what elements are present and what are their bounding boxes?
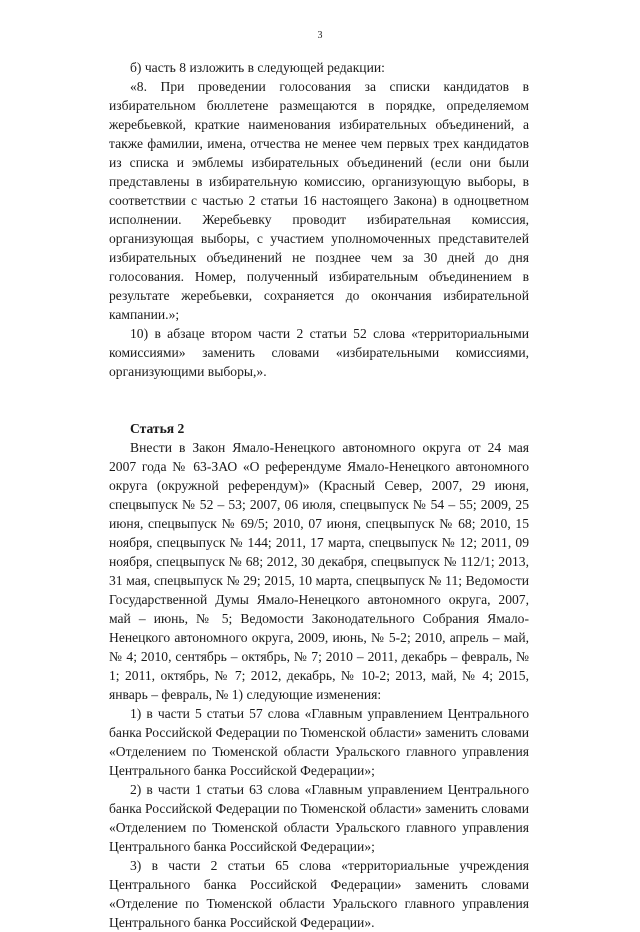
spacer	[109, 381, 529, 400]
paragraph-article-intro: Внести в Закон Ямало-Ненецкого автономного округа от 24 мая 2007 года № 63-ЗАО «О референдуме Ямало-Ненецкого автономного округа (окружной референдум)» (Красный Север, 2007, 29 июня, спецвыпуск № 52 – 53; 2007, 06 июля, спецвыпуск № 54 – 55; 2009, 25 июня, спецвыпуск № 69/5; 2010, 07 июня, спецвыпуск № 68; 2010, 15 ноября, спецвыпуск № 144; 2011, 17 марта, спецвыпуск № 12; 2011, 09 ноября, спецвыпуск № 68; 2012, 30 декабря, спецвыпуск № 112/1; 2013, 31 мая, спецвыпуск № 29; 2015, 10 марта, спецвыпуск № 11; Ведомости Государственной Думы Ямало-Ненецкого автономного округа, 2007, май – июнь, № 5; Ведомости Законодательного Собрания Ямало-Ненецкого автономного округа, 2009, июнь, № 5-2; 2010, апрель – май, № 4; 2010, сентябрь – октябрь, № 7; 2010 – 2011, декабрь – февраль, № 1; 2011, октябрь, № 7; 2012, декабрь, № 10-2; 2013, май, № 4; 2015, январь – февраль, № 1) следующие изменения:	[109, 440, 529, 702]
page-number: 3	[317, 30, 323, 41]
paragraph-item-b: б) часть 8 изложить в следующей редакции:	[130, 60, 385, 75]
article-heading: Статья 2	[130, 421, 185, 436]
paragraph-item-10: 10) в абзаце втором части 2 статьи 52 слова «территориальными комиссиями» заменить словами «избирательными комиссиями, организующими выборы,».	[109, 326, 529, 379]
spacer	[109, 400, 529, 419]
paragraph-item-2: 2) в части 1 статьи 63 слова «Главным управлением Центрального банка Российской Федерации по Тюменской области» заменить словами «Отделением по Тюменской области Уральского главного управления Центрального банка Российской Федерации»;	[109, 782, 529, 854]
paragraph-part-8-text: «8. При проведении голосования за списки кандидатов в избирательном бюллетене размещаются в порядке, определяемом жеребьевкой, краткие наименования избирательных объединений, а также фамилии, имена, отчества не менее чем первых трех кандидатов из списка и эмблемы избирательных объединений (если они были представлены в избирательную комиссию, организующую выборы, в соответствии с частью 2 статьи 16 настоящего Закона) в одноцветном исполнении. Жеребьевку проводит избирательная комиссия, организующая выборы, с участием уполномоченных представителей избирательных объединений не позднее чем за 30 дней до дня голосования. Номер, полученный избирательным объединением в результате жеребьевки, сохраняется до окончания избирательной кампании.»;	[109, 79, 529, 322]
paragraph-item-3: 3) в части 2 статьи 65 слова «территориальные учреждения Центрального банка Российской Федерации» заменить словами «Отделение по Тюменской области Уральского главного управления Центрального банка Российской Федерации».	[109, 858, 529, 930]
document-body	[109, 58, 529, 932]
paragraph-item-1: 1) в части 5 статьи 57 слова «Главным управлением Центрального банка Российской Федерации по Тюменской области» заменить словами «Отделением по Тюменской области Уральского главного управления Центрального банка Российской Федерации»;	[109, 706, 529, 778]
